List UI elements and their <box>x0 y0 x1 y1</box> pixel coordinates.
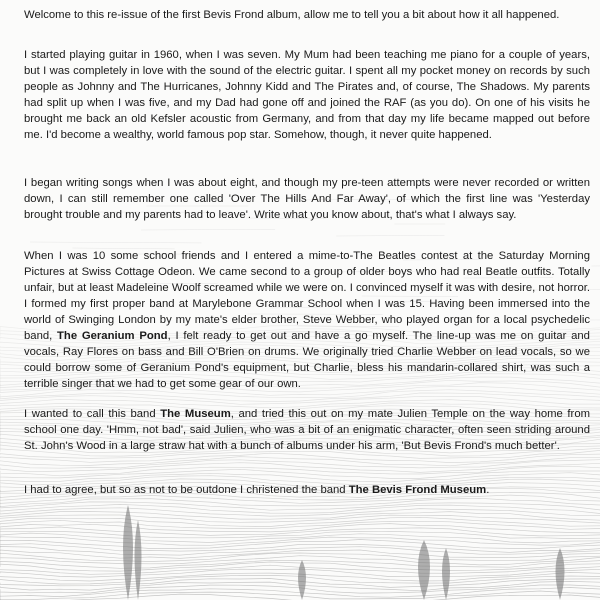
paragraph-text: , I felt ready to get out and have a go myself. The line-up was me on guitar and vocals, Ray Flores on bass and Bill O'Brien on drums. We originally tried Charlie Webber on lead vocals, so we could borrow some of Geranium Pond's equipment, but Charlie, bless his mandarin-collared shirt, was such a terrible singer that we had to get some gear of our own. <box>24 330 590 390</box>
paragraph-text: I had to agree, but so as not to be outdone I christened the band <box>24 484 349 496</box>
paragraph-first-band <box>24 248 590 392</box>
band-name-bevis-frond-museum: The Bevis Frond Museum <box>348 484 487 496</box>
paragraph-songwriting: I began writing songs when I was about eight, and though my pre-teen attempts were never recorded or written down, I can still remember one called 'Over The Hills And Far Away', of which the first line was 'Yesterday brought trouble and my parents had to leave'. Write what you know about, that's what I always say. <box>24 177 590 221</box>
paragraph-band-name <box>24 406 590 454</box>
paragraph-intro: Welcome to this re-issue of the first Bevis Frond album, allow me to tell you a bit about how it all happened. <box>24 9 560 21</box>
band-name-geranium-pond: The Geranium Pond <box>57 330 168 342</box>
paragraph-text: , and tried this out on my mate Julien Temple on the way home from school one day. 'Hmm, not bad', said Julien, who was a bit of an enigmatic character, often seen striding around St. John's Wood in a large straw hat with a bunch of albums under his arm, 'But Bevis Frond's much better'. <box>24 408 591 452</box>
paragraph-guitar: I started playing guitar in 1960, when I was seven. My Mum had been teaching me piano for a couple of years, but I was completely in love with the sound of the electric guitar. I spent all my pocket money on records by such people as Johnny and The Hurricanes, Johnny Kidd and The Pirates and, of course, The Shadows. My parents had split up when I was five, and my Dad had gone off and joined the RAF (as you do). On one of his visits he brought me back an old Kefsler acoustic from Germany, and from that day my life became mapped out before me. I'd become a wealthy, world famous pop star. Somehow, though, it never quite happened. <box>24 49 590 141</box>
band-name-the-museum: The Museum <box>160 408 231 420</box>
paragraph-text: I wanted to call this band <box>24 408 161 420</box>
paragraph-text: When I was 10 some school friends and I entered a mime-to-The Beatles contest at the Saturday Morning Pictures at Swiss Cottage Odeon. We came second to a group of older boys who had real Beatle outfits. Totally unfair, but at least Madeleine Woolf screamed while we were on. I convinced myself it was with desire, not horror. I formed my first proper band at Marylebone Grammar School when I was 15. Having been immersed into the world of Swinging London by my mate's elder brother, Steve Webber, who played organ for a local psychedelic band, <box>24 250 590 342</box>
paragraph-christening <box>24 482 590 498</box>
paragraph-text: . <box>486 484 490 496</box>
